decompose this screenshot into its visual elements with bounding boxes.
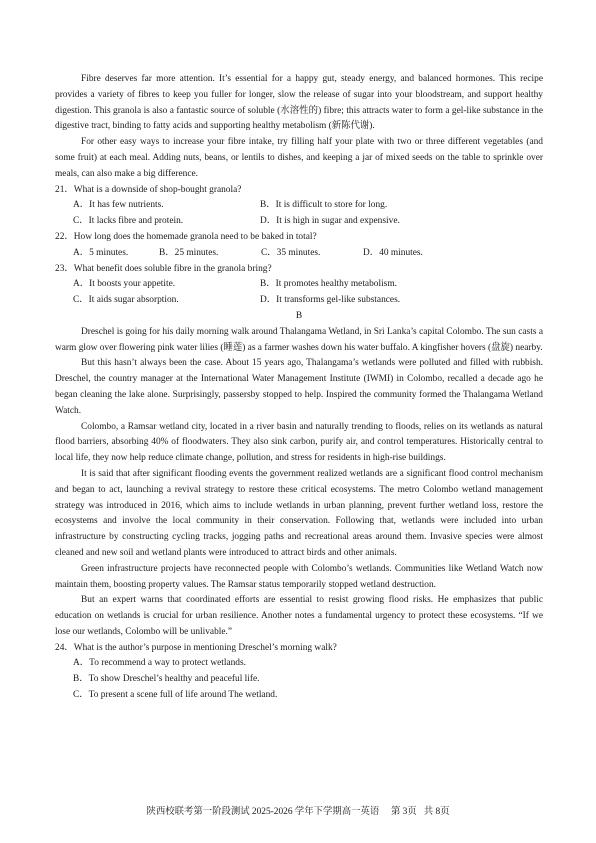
- question-23: [55, 262, 543, 309]
- option-c: C．35 minutes.: [261, 247, 321, 258]
- section-heading: B: [295, 310, 303, 321]
- option-a: A．5 minutes.: [73, 247, 129, 258]
- passage-paragraph: But this hasn’t always been the case. About 15 years ago, Thalangama’s wetlands were polluted and filled with rubbish. Dreschel, the country manager at the International Water Management Institute (IWMI) in Colombo, recalled a decade ago he began cleaning the lake alone. Surprisingly, passersby stopped to help. Inspired the community formed the Thalangama Wetland Watch.: [55, 358, 543, 416]
- question-options: [55, 246, 543, 262]
- question-stem: 21．What is a downside of shop-bought granola?: [55, 184, 242, 195]
- question-21: [55, 183, 543, 230]
- option-b: B．To show Dreschel’s healthy and peaceful life.: [73, 674, 260, 685]
- passage-paragraph: Green infrastructure projects have reconnected people with Colombo’s wetlands. Communities like Wetland Watch now maintain them, boosting property values. The Ramsar status temporarily stopped wetland destruction.: [55, 563, 543, 590]
- option-d: D．It is high in sugar and expensive.: [260, 216, 400, 227]
- question-stem: 24．What is the author’s purpose in mentioning Dreschel’s morning walk?: [55, 642, 337, 653]
- question-stem: 22．How long does the homemade granola need to be baked in total?: [55, 231, 317, 242]
- question-options: [55, 198, 543, 230]
- option-d: D．It transforms gel-like substances.: [260, 295, 401, 306]
- option-c: C．It aids sugar absorption.: [73, 295, 179, 306]
- question-options: [55, 277, 543, 309]
- question-options: [55, 656, 543, 703]
- page-content: [55, 72, 543, 704]
- passage-paragraph: Fibre deserves far more attention. It’s essential for a happy gut, steady energy, and balanced hormones. This recipe provides a variety of fibres to keep you fuller for longer, slow the release of sugar into your bloodstream, and support healthy digestion. This granola is also a fantastic source of soluble (水溶性的) fibre; this attracts water to form a gel-like substance in the digestive tract, binding to fatty acids and supporting healthy metabolism (新陈代谢).: [55, 74, 543, 132]
- option-a: A．To recommend a way to protect wetlands.: [73, 658, 246, 669]
- passage-paragraph: For other easy ways to increase your fibre intake, try filling half your plate with two or three different vegetables (and some fruit) at each meal. Adding nuts, beans, or lentils to dishes, and keeping a jar of mixed seeds on the table to sprinkle over meals, can also make a big difference.: [55, 137, 543, 179]
- passage-paragraph: It is said that after significant flooding events the government realized wetlands are a significant flood control mechanism and began to act, launching a revival strategy to restore these critical ecosystems. The metro Colombo wetland management strategy was introduced in 2016, which aims to include wetlands in urban planning, prevent further wetland loss, restore the ecosystems and involve the local community in their conservation. Following that, wetlands were included into urban infrastructure by constructing cycling tracks, jogging paths and recreational areas around them. Invasive species were almost cleaned and new soil and wetland plants were introduced to attract birds and other animals.: [55, 468, 543, 558]
- option-a: A．It has few nutrients.: [73, 200, 164, 211]
- passage-paragraph: Dreschel is going for his daily morning walk around Thalangama Wetland, in Sri Lanka’s capital Colombo. The sun casts a warm glow over flowering pink water lilies (睡莲) as a farmer washes down his water buffalo. A kingfisher hovers (盘旋) nearby.: [55, 326, 543, 353]
- question-24: [55, 641, 543, 704]
- option-b: B．It is difficult to store for long.: [260, 200, 388, 211]
- option-d: D．40 minutes.: [363, 247, 423, 258]
- question-stem: 23．What benefit does soluble fibre in the granola bring?: [55, 263, 272, 274]
- page-footer: 陕西校联考第一阶段测试 2025-2026 学年下学期高一英语 第 3页 共 8页: [146, 807, 450, 817]
- option-c: C．To present a scene full of life around The wetland.: [73, 690, 278, 701]
- option-b: B．25 minutes.: [159, 247, 219, 258]
- passage-paragraph: But an expert warns that coordinated efforts are essential to resist growing flood risks. He emphasizes that public education on wetlands is crucial for urban resilience. Another notes a fundamental urgency to protect these ecosystems. “If we lose our wetlands, Colombo will be unlivable.”: [55, 595, 543, 637]
- option-b: B．It promotes healthy metabolism.: [260, 279, 397, 290]
- option-a: A．It boosts your appetite.: [73, 279, 176, 290]
- passage-paragraph: Colombo, a Ramsar wetland city, located in a river basin and naturally trending to floods, relies on its wetlands as natural flood barriers, absorbing 40% of floodwaters. They also sink carbon, purify air, and control temperatures. Historically central to local life, they now help reduce climate change, pollution, and stress for residents in high-rise buildings.: [55, 421, 543, 464]
- option-c: C．It lacks fibre and protein.: [73, 216, 184, 227]
- question-22: [55, 230, 543, 262]
